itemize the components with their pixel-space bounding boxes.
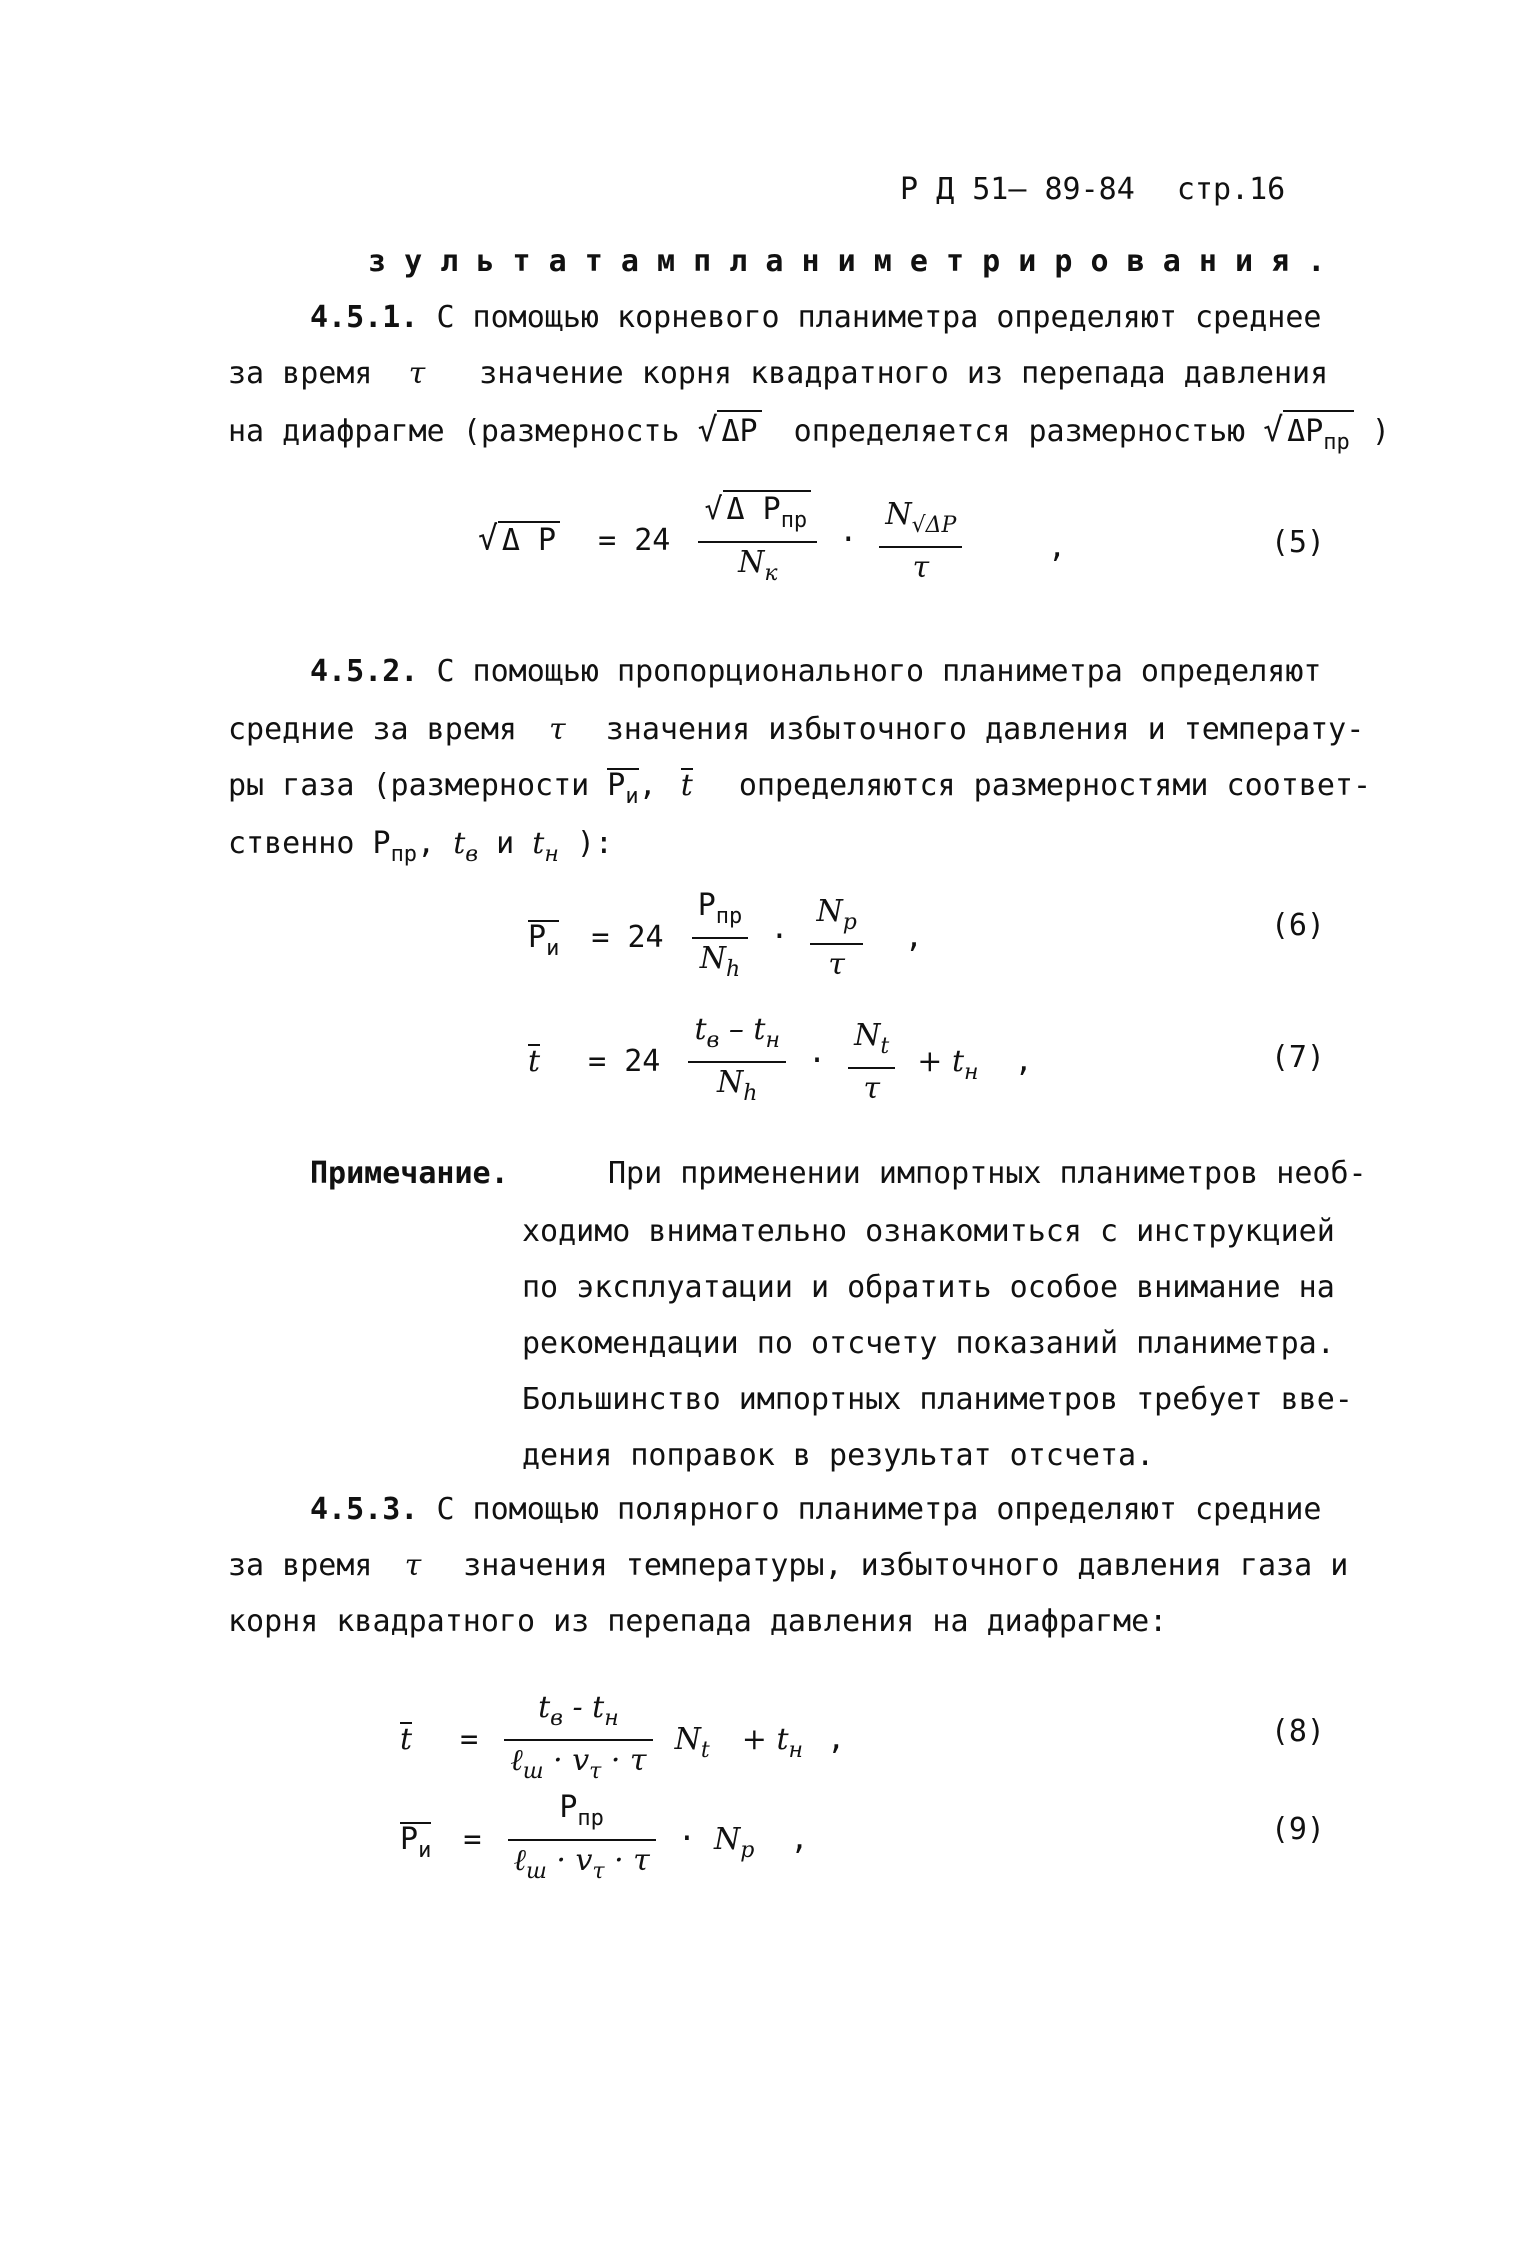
equation-7	[528, 1012, 1033, 1112]
note-line-3: по эксплуатации и обратить особое внимание на	[522, 1270, 1335, 1305]
text: ры газа (размерности	[228, 768, 590, 803]
subscript: и	[546, 935, 560, 961]
section-heading-tail: з у л ь т а т а м п л а н и м е т р и р о в а н и я .	[368, 244, 1326, 279]
note-line-1: При применении импортных планиметров необ-	[608, 1156, 1367, 1191]
text: значение корня квадратного из перепада давления	[479, 356, 1329, 391]
eq9-comma: ,	[790, 1821, 809, 1857]
paragraph-4-5-3-line1	[310, 1490, 1321, 1530]
equation-6	[528, 888, 923, 988]
sqrt-symbol: √	[704, 492, 723, 527]
equation-number-9: (9)	[1270, 1812, 1325, 1847]
text: за время	[228, 1548, 373, 1583]
eq6-comma: ,	[904, 919, 923, 955]
eq8-comma: ,	[827, 1721, 846, 1757]
eq7-den1: N	[716, 1065, 744, 1100]
eq8-lhs: t	[400, 1721, 413, 1757]
section-number: 4.5.3.	[310, 1492, 419, 1527]
paragraph-4-5-1-line1	[310, 298, 1321, 338]
sqrt-dp-pr: ΔP	[1287, 414, 1324, 449]
eq8-equals: =	[460, 1721, 479, 1757]
text: на диафрагме (размерность	[228, 414, 680, 449]
eq7-plus: + t	[917, 1043, 965, 1079]
text: С помощью полярного планиметра определяют средние	[436, 1492, 1322, 1527]
eq8-fraction	[504, 1690, 652, 1790]
tau-symbol: τ	[404, 1548, 422, 1583]
text: С помощью корневого планиметра определяют среднее	[436, 300, 1322, 335]
eq7-fraction-1	[688, 1012, 786, 1112]
p-mean	[607, 768, 638, 808]
subscript: н	[604, 1706, 619, 1731]
symbol: t	[538, 1690, 551, 1725]
paragraph-4-5-1-line3	[228, 410, 1390, 463]
subscript: t	[700, 1737, 710, 1763]
tau-symbol: τ	[408, 356, 426, 391]
text: С помощью пропорционального планиметра определяют	[436, 654, 1322, 689]
symbol: N	[674, 1721, 701, 1757]
subscript: h	[743, 1081, 758, 1106]
subscript: p	[740, 1837, 755, 1863]
subscript: и	[625, 784, 639, 809]
subscript: н	[788, 1737, 803, 1763]
eq9-lhs	[400, 1822, 431, 1862]
paragraph-4-5-2-line2	[228, 710, 1364, 750]
equation-number-5: (5)	[1270, 525, 1325, 560]
eq6-lhs	[528, 920, 559, 960]
paragraph-4-5-3-line3: корня квадратного из перепада давления на диафрагме:	[228, 1604, 1168, 1639]
subscript: и	[418, 1837, 432, 1863]
page-number: стр.16	[1176, 172, 1286, 207]
subscript: к	[764, 561, 778, 586]
note-line-4: рекомендации по отсчету показаний планиметра.	[522, 1326, 1335, 1361]
symbol: P	[400, 1821, 419, 1857]
multiply-dot: ·	[770, 919, 789, 955]
eq6-equals: = 24	[591, 919, 664, 955]
eq7-fraction-2	[848, 1018, 895, 1107]
subscript: пр	[390, 842, 418, 867]
eq5-fraction-2	[879, 497, 962, 586]
subscript: p	[842, 909, 857, 935]
paragraph-4-5-1-line2	[228, 354, 1328, 394]
multiply-dot: ·	[839, 522, 858, 558]
eq7-comma: ,	[1014, 1043, 1033, 1079]
symbol: – t	[719, 1012, 766, 1047]
paragraph-4-5-2-line4	[228, 824, 613, 875]
symbol: t	[532, 826, 545, 861]
text: ,	[417, 826, 436, 861]
text: ):	[576, 826, 613, 861]
note-label: Примечание.	[310, 1156, 509, 1191]
subscript: в	[550, 1706, 563, 1731]
text: и	[496, 826, 515, 861]
section-number: 4.5.2.	[310, 654, 419, 689]
eq9-equals: =	[463, 1821, 482, 1857]
symbol: t	[453, 826, 466, 861]
symbol: ℓ	[513, 1843, 526, 1878]
sqrt-symbol: √	[697, 410, 718, 449]
subscript: пр	[577, 1806, 604, 1831]
symbol: · τ	[601, 1743, 647, 1778]
subscript: пр	[1323, 430, 1350, 455]
symbol: P	[528, 919, 547, 955]
symbol: ℓ	[510, 1743, 523, 1778]
eq7-equals: = 24	[588, 1043, 661, 1079]
text: средние за время	[228, 712, 517, 747]
text: ственно P	[228, 826, 391, 861]
document-code-text: Р Д 51– 89-84	[900, 172, 1135, 207]
note-line-5: Большинство импортных планиметров требует вве-	[522, 1382, 1353, 1417]
subscript: в	[706, 1028, 720, 1053]
eq7-num2: N	[854, 1017, 881, 1053]
text: )	[1371, 414, 1390, 449]
eq6-num2: N	[816, 893, 843, 929]
eq5-fraction-1	[698, 490, 817, 592]
eq6-den1: N	[699, 941, 726, 976]
equation-number-6: (6)	[1270, 908, 1325, 943]
subscript: н	[765, 1028, 780, 1053]
note-line-6: дения поправок в результат отсчета.	[522, 1438, 1155, 1473]
symbol: N	[713, 1821, 741, 1857]
text: за время	[228, 356, 373, 391]
document-code	[900, 172, 1285, 207]
tau-symbol: τ	[549, 712, 566, 747]
subscript: τ	[589, 1759, 602, 1784]
symbol: · v	[543, 1743, 590, 1778]
paragraph-4-5-3-line2	[228, 1546, 1348, 1586]
eq6-den2: τ	[828, 946, 845, 982]
eq7-den2: τ	[863, 1070, 880, 1106]
paragraph-4-5-2-line1	[310, 652, 1321, 692]
equation-9	[400, 1790, 808, 1890]
text: определяется размерностью	[793, 414, 1246, 449]
subscript: τ	[592, 1859, 605, 1884]
text: значения температуры, избыточного давления газа и	[463, 1548, 1349, 1583]
subscript: н	[544, 842, 559, 867]
symbol: · τ	[604, 1843, 650, 1878]
paragraph-4-5-2-line3: ры газа (размерности $P_и$, t определяются размерностями соответ-	[228, 768, 1372, 809]
subscript: t	[880, 1033, 890, 1059]
eq9-fraction	[508, 1790, 656, 1890]
eq5-den2: τ	[912, 549, 930, 585]
equation-5	[478, 490, 966, 592]
subscript: h	[726, 957, 741, 982]
subscript: ш	[522, 1759, 544, 1784]
subscript: н	[964, 1059, 979, 1085]
sqrt-symbol: √	[478, 518, 498, 558]
symbol: - t	[562, 1690, 605, 1725]
eq5-num1: Δ P	[726, 492, 781, 527]
eq6-num1: P	[697, 888, 716, 923]
section-number: 4.5.1.	[310, 300, 419, 335]
eq5-lhs: Δ P	[498, 521, 560, 558]
note-line-2: ходимо внимательно ознакомиться с инструкцией	[522, 1214, 1335, 1249]
subscript: пр	[715, 904, 743, 929]
eq7-lhs: t	[528, 1043, 541, 1079]
symbol: · v	[546, 1843, 593, 1878]
eq5-den1: N	[738, 545, 765, 580]
t-mean: t	[680, 768, 693, 803]
symbol: t	[694, 1012, 707, 1047]
text: значения избыточного давления и температу-	[605, 712, 1365, 747]
equation-number-8: (8)	[1270, 1714, 1325, 1749]
symbol: P	[559, 1790, 578, 1825]
eq6-fraction-1	[692, 888, 749, 988]
subscript: пр	[780, 508, 808, 533]
subscript: в	[465, 842, 479, 867]
equation-8	[400, 1690, 845, 1790]
symbol: P	[607, 768, 626, 803]
sqrt-symbol: √	[1263, 410, 1284, 449]
sqrt-dp: ΔP	[717, 410, 761, 452]
subscript: ш	[526, 1859, 547, 1884]
eq5-equals: = 24	[598, 522, 671, 558]
eq8-plus: + t	[741, 1721, 789, 1757]
subscript: √ΔP	[911, 512, 957, 538]
equation-number-7: (7)	[1270, 1040, 1325, 1075]
eq6-fraction-2	[810, 894, 862, 983]
multiply-dot: ·	[677, 1821, 696, 1857]
eq5-num2: N	[885, 496, 912, 532]
eq5-comma: ,	[1048, 530, 1067, 565]
text: определяются размерностями соответ-	[738, 768, 1372, 803]
multiply-dot: ·	[808, 1043, 827, 1079]
